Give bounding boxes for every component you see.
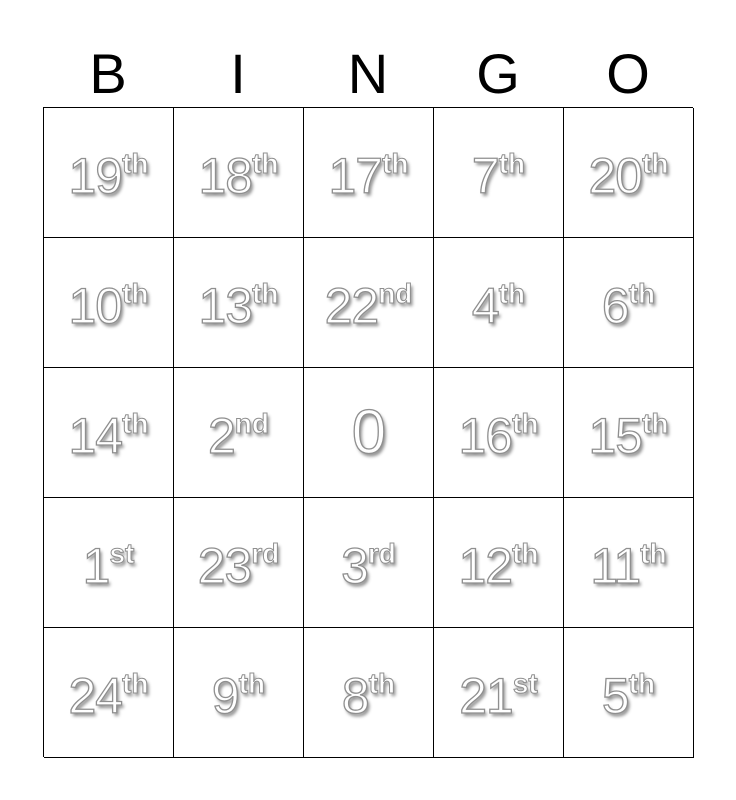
cell-ordinal-suffix: th	[122, 408, 149, 439]
bingo-cell-i-4[interactable]	[174, 498, 304, 628]
cell-ordinal-suffix: nd	[234, 408, 270, 439]
header-letter-n: N	[347, 42, 389, 105]
cell-value	[601, 274, 656, 334]
cell-ordinal-suffix: th	[498, 278, 526, 309]
bingo-cell-b-1[interactable]	[44, 108, 174, 238]
bingo-cell-i-5[interactable]	[174, 628, 304, 758]
cell-value	[82, 534, 135, 594]
cell-ordinal-suffix: th	[252, 148, 279, 179]
bingo-cell-g-2[interactable]	[434, 238, 564, 368]
cell-ordinal-suffix: th	[642, 408, 669, 439]
cell-ordinal-suffix: th	[122, 278, 149, 309]
bingo-cell-o-4[interactable]	[564, 498, 694, 628]
cell-value	[197, 534, 280, 594]
bingo-cell-g-3[interactable]	[434, 368, 564, 498]
header-letter-b: B	[89, 42, 127, 105]
cell-number: 23	[197, 538, 252, 594]
cell-number: 17	[328, 148, 383, 204]
cell-number: 11	[590, 538, 641, 594]
cell-value	[458, 534, 539, 594]
cell-ordinal-suffix: th	[252, 278, 279, 309]
bingo-cell-b-4[interactable]	[44, 498, 174, 628]
cell-number: 20	[588, 148, 643, 204]
cell-value	[458, 404, 539, 464]
bingo-cell-o-1[interactable]	[564, 108, 694, 238]
bingo-cell-b-2[interactable]	[44, 238, 174, 368]
cell-ordinal-suffix: th	[498, 148, 526, 179]
bingo-cell-g-5[interactable]	[434, 628, 564, 758]
bingo-cell-n-4[interactable]	[304, 498, 434, 628]
bingo-cell-o-3[interactable]	[564, 368, 694, 498]
cell-ordinal-suffix: th	[628, 668, 656, 699]
cell-ordinal-suffix: rd	[367, 538, 396, 569]
header-letter-i: I	[230, 42, 246, 105]
cell-ordinal-suffix: th	[382, 148, 409, 179]
cell-value	[341, 664, 396, 724]
cell-value	[588, 404, 669, 464]
cell-value	[68, 664, 149, 724]
cell-number: 22	[324, 278, 379, 334]
bingo-cell-b-5[interactable]	[44, 628, 174, 758]
cell-value	[471, 144, 526, 204]
cell-number: 9	[211, 668, 239, 724]
cell-value	[198, 144, 279, 204]
cell-ordinal-suffix: th	[512, 408, 539, 439]
cell-ordinal-suffix: th	[122, 668, 149, 699]
cell-number: 6	[601, 278, 629, 334]
cell-number: 12	[458, 538, 513, 594]
cell-number: 2	[207, 408, 235, 464]
cell-value	[207, 404, 270, 464]
bingo-cell-n-3[interactable]	[304, 368, 434, 498]
cell-number: 8	[341, 668, 369, 724]
bingo-cell-o-2[interactable]	[564, 238, 694, 368]
cell-value	[211, 664, 266, 724]
cell-number: 10	[68, 278, 123, 334]
bingo-cell-o-5[interactable]	[564, 628, 694, 758]
cell-number: 14	[68, 408, 123, 464]
cell-number: 1	[82, 538, 110, 594]
cell-ordinal-suffix: th	[368, 668, 396, 699]
cell-ordinal-suffix: th	[628, 278, 656, 309]
bingo-header	[43, 40, 693, 108]
cell-number: 18	[198, 148, 253, 204]
cell-number: 0	[351, 397, 386, 467]
cell-ordinal-suffix: th	[512, 538, 539, 569]
cell-ordinal-suffix: th	[238, 668, 266, 699]
bingo-grid	[43, 107, 693, 757]
bingo-cell-i-3[interactable]	[174, 368, 304, 498]
bingo-cell-i-2[interactable]	[174, 238, 304, 368]
header-letter-o: O	[606, 42, 650, 105]
cell-ordinal-suffix: th	[640, 538, 667, 569]
cell-ordinal-suffix: th	[642, 148, 669, 179]
bingo-cell-i-1[interactable]	[174, 108, 304, 238]
cell-value	[341, 534, 396, 594]
cell-number: 19	[68, 148, 123, 204]
cell-value	[328, 144, 409, 204]
cell-number: 3	[341, 538, 368, 594]
cell-value	[471, 274, 526, 334]
cell-number: 5	[601, 668, 629, 724]
cell-ordinal-suffix: st	[512, 668, 538, 699]
cell-value	[351, 397, 386, 467]
cell-value	[459, 664, 538, 724]
cell-ordinal-suffix: st	[109, 538, 135, 569]
cell-ordinal-suffix: rd	[251, 538, 280, 569]
cell-value	[68, 144, 149, 204]
bingo-cell-n-5[interactable]	[304, 628, 434, 758]
header-letter-g: G	[476, 42, 520, 105]
cell-ordinal-suffix: th	[122, 148, 149, 179]
cell-value	[198, 274, 279, 334]
cell-number: 7	[471, 148, 499, 204]
cell-value	[324, 274, 413, 334]
cell-number: 21	[459, 668, 513, 724]
bingo-cell-b-3[interactable]	[44, 368, 174, 498]
cell-number: 4	[471, 278, 499, 334]
bingo-cell-n-1[interactable]	[304, 108, 434, 238]
cell-number: 13	[198, 278, 253, 334]
cell-value	[601, 664, 656, 724]
cell-value	[68, 274, 149, 334]
cell-value	[68, 404, 149, 464]
bingo-cell-n-2[interactable]	[304, 238, 434, 368]
cell-value	[588, 144, 669, 204]
bingo-cell-g-1[interactable]	[434, 108, 564, 238]
cell-number: 24	[68, 668, 123, 724]
cell-ordinal-suffix: nd	[378, 278, 413, 309]
cell-value	[590, 534, 667, 594]
cell-number: 16	[458, 408, 513, 464]
bingo-cell-g-4[interactable]	[434, 498, 564, 628]
cell-number: 15	[588, 408, 643, 464]
